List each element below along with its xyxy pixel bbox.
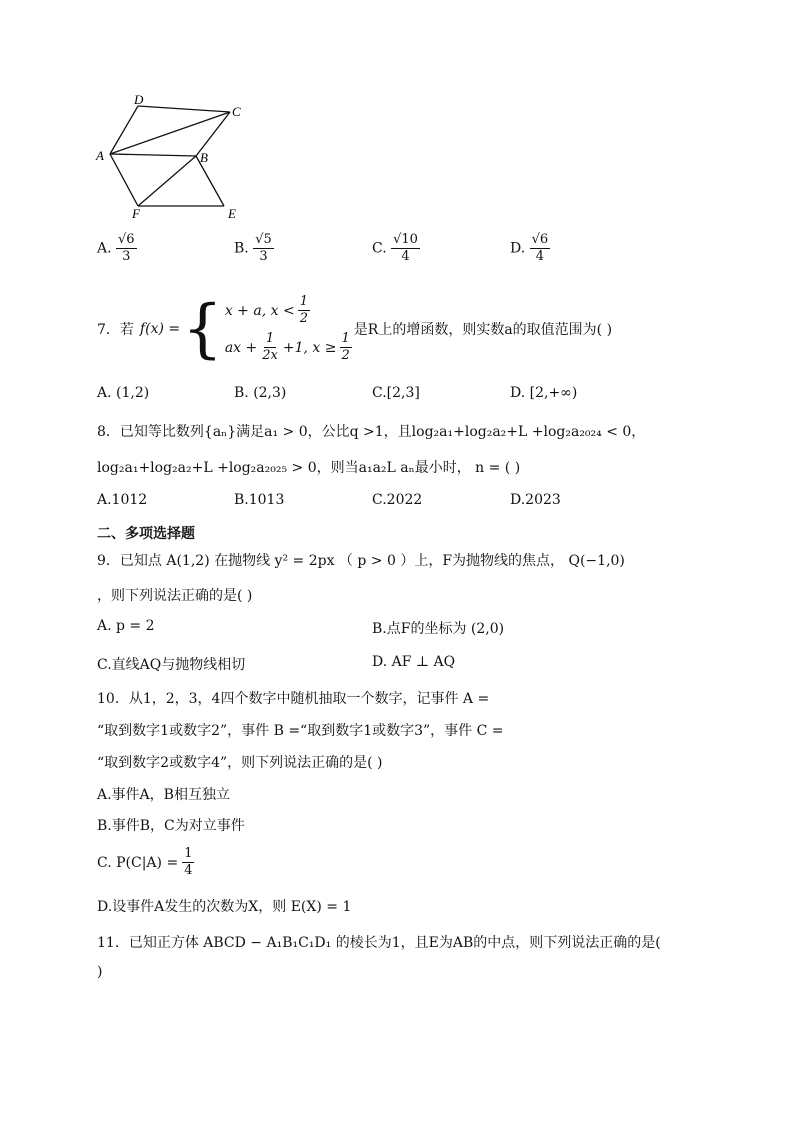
label-D: D: [134, 92, 144, 107]
q10-option-b: B.事件B，C为对立事件: [97, 818, 245, 834]
label-A: A: [96, 148, 104, 163]
q9-option-b: B.点F的坐标为 (2,0): [372, 621, 505, 637]
q8-option-d: D.2023: [510, 492, 561, 508]
q9-option-a: A. p = 2: [97, 618, 155, 634]
q11-line2: ): [97, 964, 103, 980]
edge-DA: [110, 106, 138, 154]
q6-option-a: A. $\frac{√6}{3}$: [97, 232, 135, 264]
q9-option-c: C.直线AQ与抛物线相切: [97, 657, 246, 673]
geometry-figure: [90, 92, 260, 224]
label-B: B: [200, 150, 208, 165]
edge-AC: [110, 112, 230, 154]
q10-line3: “取到数字2或数字4”，则下列说法正确的是( ): [97, 755, 383, 771]
q6-option-c: C. $\frac{√10}{4}$: [372, 232, 418, 264]
label-F: F: [132, 206, 140, 221]
q7-option-a: A. (1,2): [97, 385, 150, 401]
q8-line2: log₂a₁+log₂a₂+L +log₂a₂₀₂₅ > 0，则当a₁a₂L aₙ最小时， n = ( ): [97, 460, 521, 476]
q10-line2: “取到数字1或数字2”，事件 B =“取到数字1或数字3”，事件 C =: [97, 723, 504, 739]
q7-option-d: D. [2,+∞): [510, 385, 578, 401]
q9-line1: 9．已知点 A(1,2) 在抛物线 y² = 2px （ p > 0 ）上，F为抛物线的焦点， Q(−1,0): [97, 553, 625, 569]
q10-option-c: C. P(C|A) = $\frac{1}{4}$: [97, 846, 193, 878]
q6-option-b: B. $\frac{√5}{3}$: [234, 232, 272, 264]
q7-option-c: C.[2,3]: [372, 385, 420, 401]
label-E: E: [228, 206, 236, 221]
section-heading: 二、多项选择题: [97, 526, 195, 542]
q10-option-a: A.事件A，B相互独立: [97, 787, 230, 803]
q8-option-c: C.2022: [372, 492, 423, 508]
edge-DC: [138, 106, 230, 112]
edge-FB: [138, 156, 196, 206]
q7-stem: 7．若 f(x) = { x + a, x < $\frac{1}{2}$ ax + $\frac{1}{2x}$ +1, x ≥ $\frac{1}{2}$ 是R上的增函数，则实数a的取值范围为( ): [97, 292, 613, 366]
q9-line2: ，则下列说法正确的是( ): [97, 588, 253, 604]
label-C: C: [232, 104, 241, 119]
q10-option-d: D.设事件A发生的次数为X，则 E(X) = 1: [97, 899, 352, 915]
edge-AB: [110, 154, 196, 156]
edge-AF: [110, 154, 138, 206]
q11-line1: 11．已知正方体 ABCD − A₁B₁C₁D₁ 的棱长为1，且E为AB的中点，则下列说法正确的是(: [97, 935, 661, 951]
q8-option-a: A.1012: [97, 492, 148, 508]
q8-line1: 8．已知等比数列{aₙ}满足a₁ > 0，公比q >1，且log₂a₁+log₂a₂+L +log₂a₂₀₂₄ < 0，: [97, 424, 646, 440]
q8-option-b: B.1013: [234, 492, 285, 508]
q7-option-b: B. (2,3): [234, 385, 287, 401]
q9-option-d: D. AF ⊥ AQ: [372, 654, 456, 670]
q10-line1: 10．从1，2，3，4四个数字中随机抽取一个数字，记事件 A =: [97, 691, 490, 707]
q6-option-d: D. $\frac{√6}{4}$: [510, 232, 549, 264]
